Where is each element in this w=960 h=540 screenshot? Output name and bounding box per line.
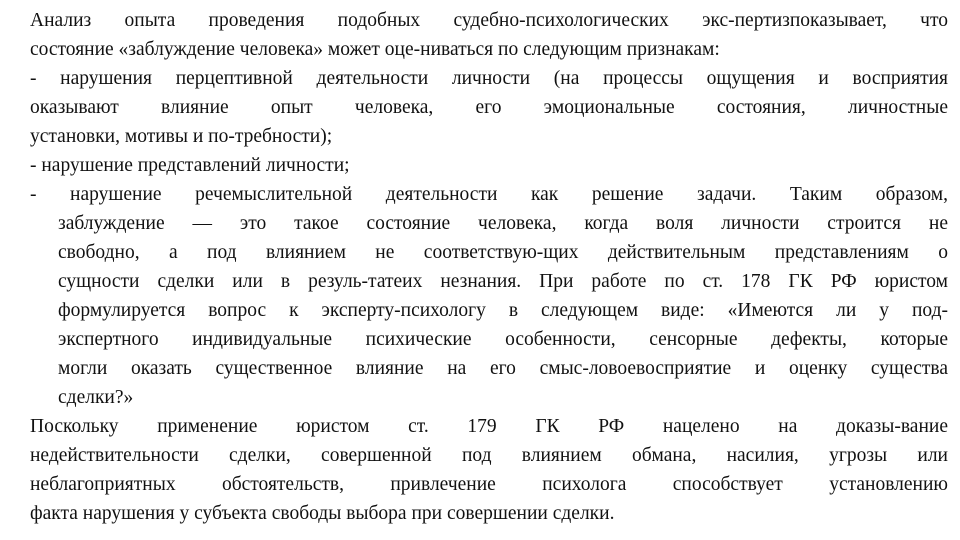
text-line: недействительности сделки, совершенной под влиянием обмана, насилия, угрозы или [30, 445, 948, 466]
text-line: свободно, а под влиянием не соответствую-щих действительным представлениям о [58, 242, 948, 263]
text-line: экспертного индивидуальные психические особенности, сенсорные дефекты, которые [58, 329, 948, 350]
text-line: состояние «заблуждение человека» может оце-ниваться по следующим признакам: [30, 39, 720, 60]
text-line: оказывают влияние опыт человека, его эмоциональные состояния, личностные [30, 97, 948, 118]
text-line: - нарушение представлений личности; [30, 155, 350, 176]
text-line: заблуждение — это такое состояние человека, когда воля личности строится не [58, 213, 948, 234]
text-line: факта нарушения у субъекта свободы выбора при совершении сделки. [30, 503, 615, 524]
text-line: сущности сделки или в резуль-татеих незнания. При работе по ст. 178 ГК РФ юристом [58, 271, 948, 292]
text-line: неблагоприятных обстоятельств, привлечение психолога способствует установлению [30, 474, 948, 495]
text-line: установки, мотивы и по-требности); [30, 126, 333, 147]
text-line: могли оказать существенное влияние на его смыс-ловоевосприятие и оценку существа [58, 358, 948, 379]
document-page [30, 6, 948, 534]
text-line: формулируется вопрос к эксперту-психологу в следующем виде: «Имеются ли у под- [58, 300, 948, 321]
text-line: Анализ опыта проведения подобных судебно-психологических экс-пертизпоказывает, что [30, 10, 948, 31]
text-line: - нарушение речемыслительной деятельности как решение задачи. Таким образом, [30, 184, 948, 205]
text-line: сделки?» [58, 387, 134, 408]
text-line: Поскольку применение юристом ст. 179 ГК РФ нацелено на доказы-вание [30, 416, 948, 437]
text-line: - нарушения перцептивной деятельности личности (на процессы ощущения и восприятия [30, 68, 948, 89]
